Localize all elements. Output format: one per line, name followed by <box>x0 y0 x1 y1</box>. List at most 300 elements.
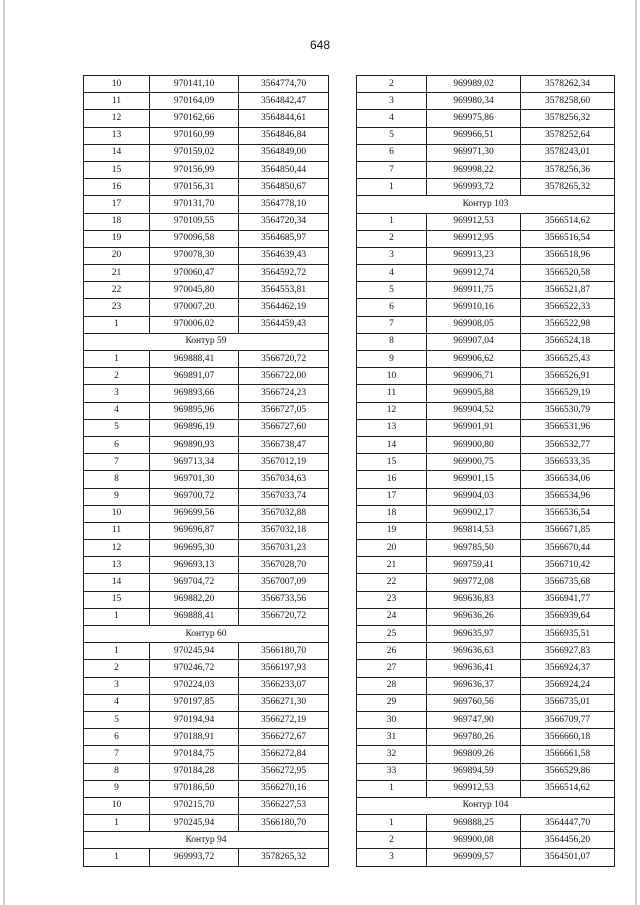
table-row <box>357 677 615 694</box>
y-coordinate: 3564553,81 <box>239 282 329 299</box>
x-coordinate: 969971,30 <box>427 144 521 161</box>
y-coordinate: 3578258,60 <box>521 93 615 110</box>
table-row <box>357 488 615 505</box>
table-row <box>357 144 615 161</box>
x-coordinate: 970006,02 <box>150 316 239 333</box>
point-number: 21 <box>357 557 427 574</box>
point-number: 15 <box>84 161 150 178</box>
x-coordinate: 970045,80 <box>150 282 239 299</box>
table-row <box>357 505 615 522</box>
x-coordinate: 970215,70 <box>150 797 239 814</box>
table-row <box>84 574 329 591</box>
point-number: 14 <box>84 144 150 161</box>
point-number: 25 <box>357 626 427 643</box>
table-row <box>84 815 329 832</box>
point-number: 7 <box>357 316 427 333</box>
x-coordinate: 969695,30 <box>150 540 239 557</box>
x-coordinate: 969909,57 <box>427 849 521 866</box>
y-coordinate: 3564778,10 <box>239 196 329 213</box>
point-number: 8 <box>357 333 427 350</box>
y-coordinate: 3566197,93 <box>239 660 329 677</box>
x-coordinate: 969636,26 <box>427 608 521 625</box>
page-right-edge <box>635 0 637 905</box>
table-row <box>357 660 615 677</box>
x-coordinate: 969809,26 <box>427 746 521 763</box>
x-coordinate: 969905,88 <box>427 385 521 402</box>
point-number: 5 <box>84 711 150 728</box>
point-number: 1 <box>84 849 150 866</box>
y-coordinate: 3566735,01 <box>521 694 615 711</box>
y-coordinate: 3564501,07 <box>521 849 615 866</box>
x-coordinate: 969636,63 <box>427 643 521 660</box>
x-coordinate: 969980,34 <box>427 93 521 110</box>
table-row <box>357 849 615 866</box>
point-number: 5 <box>357 127 427 144</box>
y-coordinate: 3566724,23 <box>239 385 329 402</box>
y-coordinate: 3566272,95 <box>239 763 329 780</box>
x-coordinate: 969900,08 <box>427 832 521 849</box>
point-number: 2 <box>84 660 150 677</box>
y-coordinate: 3566532,77 <box>521 436 615 453</box>
point-number: 8 <box>84 471 150 488</box>
x-coordinate: 969906,62 <box>427 351 521 368</box>
point-number: 6 <box>357 144 427 161</box>
y-coordinate: 3566270,16 <box>239 780 329 797</box>
point-number: 2 <box>357 76 427 93</box>
table-row <box>84 780 329 797</box>
y-coordinate: 3566514,62 <box>521 213 615 230</box>
y-coordinate: 3566722,00 <box>239 368 329 385</box>
x-coordinate: 970224,03 <box>150 677 239 694</box>
x-coordinate: 969911,75 <box>427 282 521 299</box>
table-row <box>84 677 329 694</box>
y-coordinate: 3566927,83 <box>521 643 615 660</box>
table-row <box>84 385 329 402</box>
table-row <box>84 161 329 178</box>
y-coordinate: 3566526,91 <box>521 368 615 385</box>
table-row <box>357 763 615 780</box>
table-row <box>357 815 615 832</box>
x-coordinate: 970156,31 <box>150 179 239 196</box>
x-coordinate: 970246,72 <box>150 660 239 677</box>
table-row <box>357 711 615 728</box>
point-number: 1 <box>357 815 427 832</box>
table-row <box>357 127 615 144</box>
table-row <box>357 780 615 797</box>
point-number: 20 <box>357 540 427 557</box>
y-coordinate: 3566533,35 <box>521 454 615 471</box>
table-row <box>84 557 329 574</box>
x-coordinate: 969890,93 <box>150 436 239 453</box>
point-number: 10 <box>84 76 150 93</box>
point-number: 23 <box>84 299 150 316</box>
y-coordinate: 3566272,67 <box>239 729 329 746</box>
x-coordinate: 970060,47 <box>150 265 239 282</box>
table-row <box>84 694 329 711</box>
point-number: 9 <box>357 351 427 368</box>
x-coordinate: 969891,07 <box>150 368 239 385</box>
y-coordinate: 3566738,47 <box>239 436 329 453</box>
point-number: 1 <box>84 643 150 660</box>
contour-header-row <box>84 832 329 849</box>
point-number: 22 <box>357 574 427 591</box>
table-row <box>357 282 615 299</box>
point-number: 4 <box>357 110 427 127</box>
y-coordinate: 3566710,42 <box>521 557 615 574</box>
y-coordinate: 3566735,68 <box>521 574 615 591</box>
x-coordinate: 969759,41 <box>427 557 521 574</box>
table-row <box>357 471 615 488</box>
point-number: 10 <box>84 505 150 522</box>
y-coordinate: 3566671,85 <box>521 522 615 539</box>
y-coordinate: 3564844,61 <box>239 110 329 127</box>
x-coordinate: 970188,91 <box>150 729 239 746</box>
x-coordinate: 969700,72 <box>150 488 239 505</box>
point-number: 5 <box>84 419 150 436</box>
point-number: 31 <box>357 729 427 746</box>
x-coordinate: 969636,83 <box>427 591 521 608</box>
table-row <box>357 557 615 574</box>
x-coordinate: 969785,50 <box>427 540 521 557</box>
x-coordinate: 970162,66 <box>150 110 239 127</box>
x-coordinate: 969896,19 <box>150 419 239 436</box>
y-coordinate: 3578256,32 <box>521 110 615 127</box>
table-row <box>357 832 615 849</box>
table-row <box>84 368 329 385</box>
table-row <box>84 93 329 110</box>
x-coordinate: 969900,75 <box>427 454 521 471</box>
point-number: 13 <box>84 127 150 144</box>
x-coordinate: 969888,25 <box>427 815 521 832</box>
table-row <box>84 591 329 608</box>
point-number: 30 <box>357 711 427 728</box>
contour-title: Контур 59 <box>84 333 329 350</box>
point-number: 4 <box>84 694 150 711</box>
point-number: 27 <box>357 660 427 677</box>
point-number: 19 <box>84 230 150 247</box>
point-number: 4 <box>357 265 427 282</box>
x-coordinate: 969904,52 <box>427 402 521 419</box>
point-number: 7 <box>357 161 427 178</box>
point-number: 17 <box>84 196 150 213</box>
y-coordinate: 3566518,96 <box>521 247 615 264</box>
x-coordinate: 969912,53 <box>427 780 521 797</box>
y-coordinate: 3567012,19 <box>239 454 329 471</box>
point-number: 13 <box>84 557 150 574</box>
point-number: 12 <box>357 402 427 419</box>
x-coordinate: 969908,05 <box>427 316 521 333</box>
y-coordinate: 3566720,72 <box>239 608 329 625</box>
x-coordinate: 969910,16 <box>427 299 521 316</box>
y-coordinate: 3564720,34 <box>239 213 329 230</box>
contour-title: Контур 104 <box>357 797 615 814</box>
point-number: 21 <box>84 265 150 282</box>
table-row <box>357 316 615 333</box>
y-coordinate: 3566727,60 <box>239 419 329 436</box>
x-coordinate: 970184,75 <box>150 746 239 763</box>
x-coordinate: 970159,02 <box>150 144 239 161</box>
y-coordinate: 3566520,58 <box>521 265 615 282</box>
y-coordinate: 3564462,19 <box>239 299 329 316</box>
x-coordinate: 970197,85 <box>150 694 239 711</box>
point-number: 6 <box>357 299 427 316</box>
point-number: 23 <box>357 591 427 608</box>
point-number: 29 <box>357 694 427 711</box>
y-coordinate: 3566935,51 <box>521 626 615 643</box>
x-coordinate: 970160,99 <box>150 127 239 144</box>
point-number: 2 <box>357 230 427 247</box>
contour-title: Контур 60 <box>84 626 329 643</box>
point-number: 14 <box>84 574 150 591</box>
point-number: 15 <box>357 454 427 471</box>
table-row <box>84 316 329 333</box>
table-row <box>357 746 615 763</box>
table-row <box>84 402 329 419</box>
table-row <box>357 419 615 436</box>
y-coordinate: 3566529,19 <box>521 385 615 402</box>
x-coordinate: 969636,37 <box>427 677 521 694</box>
table-row <box>357 402 615 419</box>
x-coordinate: 969912,74 <box>427 265 521 282</box>
point-number: 3 <box>357 247 427 264</box>
contour-title: Контур 94 <box>84 832 329 849</box>
y-coordinate: 3567032,18 <box>239 522 329 539</box>
point-number: 7 <box>84 746 150 763</box>
point-number: 1 <box>357 179 427 196</box>
y-coordinate: 3566516,54 <box>521 230 615 247</box>
point-number: 2 <box>357 832 427 849</box>
table-row <box>84 247 329 264</box>
x-coordinate: 969900,80 <box>427 436 521 453</box>
y-coordinate: 3564850,44 <box>239 161 329 178</box>
y-coordinate: 3564849,00 <box>239 144 329 161</box>
y-coordinate: 3566733,56 <box>239 591 329 608</box>
x-coordinate: 969913,23 <box>427 247 521 264</box>
y-coordinate: 3566660,18 <box>521 729 615 746</box>
x-coordinate: 969906,71 <box>427 368 521 385</box>
point-number: 28 <box>357 677 427 694</box>
y-coordinate: 3566941,77 <box>521 591 615 608</box>
x-coordinate: 969888,41 <box>150 351 239 368</box>
y-coordinate: 3564846,84 <box>239 127 329 144</box>
point-number: 10 <box>357 368 427 385</box>
point-number: 22 <box>84 282 150 299</box>
point-number: 1 <box>84 608 150 625</box>
y-coordinate: 3567007,09 <box>239 574 329 591</box>
point-number: 18 <box>84 213 150 230</box>
x-coordinate: 970156,99 <box>150 161 239 178</box>
contour-title: Контур 103 <box>357 196 615 213</box>
table-row <box>84 179 329 196</box>
x-coordinate: 969998,22 <box>427 161 521 178</box>
table-row <box>357 110 615 127</box>
x-coordinate: 969912,53 <box>427 213 521 230</box>
x-coordinate: 970096,58 <box>150 230 239 247</box>
point-number: 1 <box>357 213 427 230</box>
table-row <box>357 591 615 608</box>
page-number: 648 <box>309 38 331 52</box>
point-number: 7 <box>84 454 150 471</box>
table-row <box>357 265 615 282</box>
table-row <box>84 454 329 471</box>
x-coordinate: 969907,04 <box>427 333 521 350</box>
y-coordinate: 3566534,06 <box>521 471 615 488</box>
y-coordinate: 3566233,07 <box>239 677 329 694</box>
y-coordinate: 3566522,98 <box>521 316 615 333</box>
point-number: 11 <box>84 93 150 110</box>
coordinates-table-right <box>356 75 615 867</box>
x-coordinate: 969989,02 <box>427 76 521 93</box>
y-coordinate: 3564639,43 <box>239 247 329 264</box>
point-number: 1 <box>357 780 427 797</box>
y-coordinate: 3566939,64 <box>521 608 615 625</box>
y-coordinate: 3564447,70 <box>521 815 615 832</box>
x-coordinate: 970141,10 <box>150 76 239 93</box>
contour-header-row <box>357 797 615 814</box>
table-row <box>357 230 615 247</box>
x-coordinate: 969814,53 <box>427 522 521 539</box>
table-row <box>357 179 615 196</box>
y-coordinate: 3566670,44 <box>521 540 615 557</box>
point-number: 2 <box>84 368 150 385</box>
y-coordinate: 3578265,32 <box>239 849 329 866</box>
point-number: 12 <box>84 110 150 127</box>
table-row <box>84 746 329 763</box>
x-coordinate: 969772,08 <box>427 574 521 591</box>
table-row <box>84 471 329 488</box>
x-coordinate: 970194,94 <box>150 711 239 728</box>
x-coordinate: 970245,94 <box>150 815 239 832</box>
x-coordinate: 970078,30 <box>150 247 239 264</box>
x-coordinate: 969902,17 <box>427 505 521 522</box>
y-coordinate: 3567032,88 <box>239 505 329 522</box>
table-row <box>84 488 329 505</box>
y-coordinate: 3567033,74 <box>239 488 329 505</box>
table-row <box>357 608 615 625</box>
table-row <box>84 436 329 453</box>
y-coordinate: 3567028,70 <box>239 557 329 574</box>
point-number: 9 <box>84 488 150 505</box>
point-number: 16 <box>84 179 150 196</box>
table-row <box>357 351 615 368</box>
x-coordinate: 969912,95 <box>427 230 521 247</box>
contour-header-row <box>84 333 329 350</box>
table-row <box>357 76 615 93</box>
y-coordinate: 3564456,20 <box>521 832 615 849</box>
y-coordinate: 3566227,53 <box>239 797 329 814</box>
table-row <box>357 368 615 385</box>
y-coordinate: 3564685,97 <box>239 230 329 247</box>
y-coordinate: 3566534,96 <box>521 488 615 505</box>
table-row <box>84 196 329 213</box>
y-coordinate: 3564592,72 <box>239 265 329 282</box>
table-row <box>357 299 615 316</box>
contour-header-row <box>84 626 329 643</box>
table-row <box>84 660 329 677</box>
x-coordinate: 969975,86 <box>427 110 521 127</box>
y-coordinate: 3564459,43 <box>239 316 329 333</box>
x-coordinate: 969747,90 <box>427 711 521 728</box>
y-coordinate: 3564842,47 <box>239 93 329 110</box>
x-coordinate: 969993,72 <box>427 179 521 196</box>
y-coordinate: 3566522,33 <box>521 299 615 316</box>
page-left-edge <box>3 0 5 905</box>
table-row <box>357 522 615 539</box>
x-coordinate: 969693,13 <box>150 557 239 574</box>
table-row <box>84 230 329 247</box>
table-row <box>84 144 329 161</box>
point-number: 6 <box>84 729 150 746</box>
y-coordinate: 3578243,01 <box>521 144 615 161</box>
x-coordinate: 969966,51 <box>427 127 521 144</box>
point-number: 19 <box>357 522 427 539</box>
point-number: 1 <box>84 316 150 333</box>
x-coordinate: 969882,20 <box>150 591 239 608</box>
point-number: 10 <box>84 797 150 814</box>
table-row <box>84 643 329 660</box>
point-number: 11 <box>357 385 427 402</box>
table-row <box>84 849 329 866</box>
table-row <box>84 110 329 127</box>
x-coordinate: 970109,55 <box>150 213 239 230</box>
table-row <box>84 419 329 436</box>
table-row <box>357 213 615 230</box>
table-row <box>84 351 329 368</box>
x-coordinate: 969780,26 <box>427 729 521 746</box>
x-coordinate: 969704,72 <box>150 574 239 591</box>
x-coordinate: 969701,30 <box>150 471 239 488</box>
x-coordinate: 969895,96 <box>150 402 239 419</box>
table-row <box>357 333 615 350</box>
point-number: 14 <box>357 436 427 453</box>
y-coordinate: 3566271,30 <box>239 694 329 711</box>
table-row <box>357 643 615 660</box>
x-coordinate: 969901,91 <box>427 419 521 436</box>
point-number: 24 <box>357 608 427 625</box>
y-coordinate: 3564774,70 <box>239 76 329 93</box>
point-number: 15 <box>84 591 150 608</box>
table-row <box>84 127 329 144</box>
x-coordinate: 969904,03 <box>427 488 521 505</box>
table-row <box>357 93 615 110</box>
table-row <box>357 436 615 453</box>
table-row <box>357 161 615 178</box>
point-number: 8 <box>84 763 150 780</box>
x-coordinate: 970007,20 <box>150 299 239 316</box>
point-number: 4 <box>84 402 150 419</box>
x-coordinate: 970245,94 <box>150 643 239 660</box>
point-number: 20 <box>84 247 150 264</box>
x-coordinate: 970164,09 <box>150 93 239 110</box>
table-row <box>84 522 329 539</box>
y-coordinate: 3566530,79 <box>521 402 615 419</box>
x-coordinate: 969893,66 <box>150 385 239 402</box>
x-coordinate: 970131,70 <box>150 196 239 213</box>
x-coordinate: 969888,41 <box>150 608 239 625</box>
point-number: 18 <box>357 505 427 522</box>
point-number: 6 <box>84 436 150 453</box>
table-row <box>84 608 329 625</box>
y-coordinate: 3567034,63 <box>239 471 329 488</box>
y-coordinate: 3567031,23 <box>239 540 329 557</box>
x-coordinate: 970184,28 <box>150 763 239 780</box>
table-row <box>357 694 615 711</box>
point-number: 1 <box>84 815 150 832</box>
point-number: 32 <box>357 746 427 763</box>
point-number: 13 <box>357 419 427 436</box>
table-row <box>357 540 615 557</box>
table-row <box>84 265 329 282</box>
